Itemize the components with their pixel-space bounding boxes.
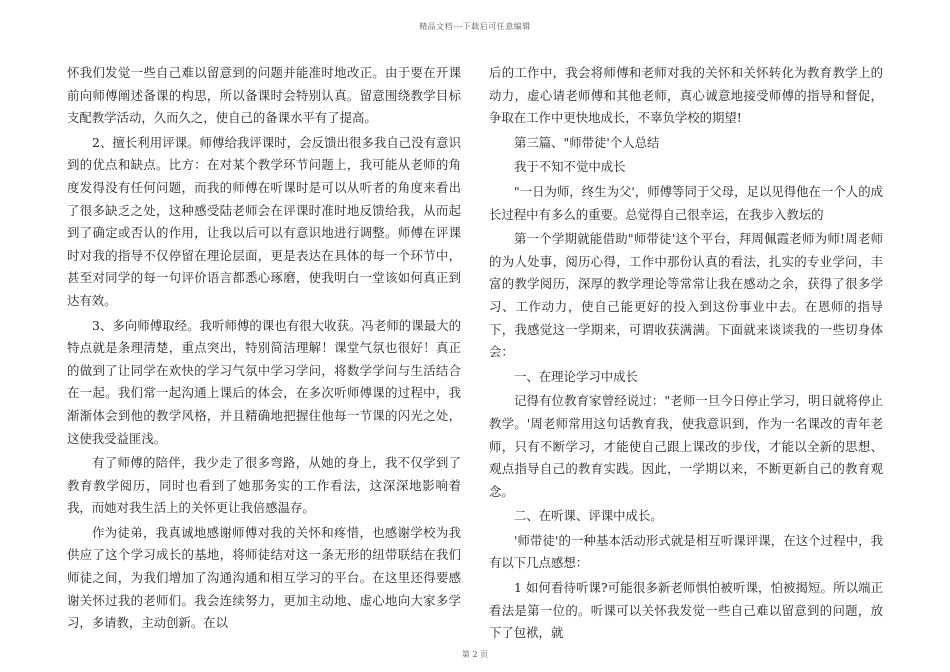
page-header: 精品文档---下载后可任意编辑 [419,22,531,31]
paragraph: 1 如何看待听课?可能很多新老师惧怕被听课，怕被揭短。所以端正看法是第一位的。听课可以关怀我发觉一些自己难以留意到的问题，放下了包袱，就 [489,580,883,641]
left-text-column [67,62,461,635]
paragraph: 3、多向师傅取经。我听师傅的课也有很大收获。冯老师的课最大的特点就是条理清楚，重点突出，特别简洁理解！课堂气氛也很好！真正的做到了让同学在欢快的学习气氛中学习学问，将数学学问与生活结合在一起。我们常一起沟通上课后的体会，在多次听师傅课的过程中，我渐渐体会到他的教学风格，并且精确地把握住他每一节课的闪光之处，这使我受益匪浅。 [67,317,461,446]
paragraph: 第一个学期就能借助"师带徒'这个平台，拜周佩霞老师为师!周老师的为人处事，阅历心得，工作中那份认真的看法，扎实的专业学问，丰富的教学阅历，深厚的教学理论等常常让我在感动之余，获得了很多学习、工作动力，使自己能更好的投入到这份事业中去。在恩师的指导下，我感觉这一学期来，可谓收获满满。下面就来谈谈我的一些切身体会： [489,231,883,360]
paragraph: 作为徒弟，我真诚地感谢师傅对我的关怀和疼惜，也感谢学校为我供应了这个学习成长的基地，将师徒结对这一条无形的纽带联结在我们师徒之间，为我们增加了沟通沟通和相互学习的平台。在这里还得要感谢关怀过我的老师们。我会连续努力，更加主动地、虚心地向大家多学习，多请教，主动创新。在以 [67,524,461,631]
paragraph: 2、擅长利用评课。师傅给我评课时，会反馈出很多我自己没有意识到的优点和缺点。比方：在对某个教学环节问题上，我可能从老师的角度发得没有任何问题，而我的师傅在听课时是可以从听者的角度来看出了很多缺乏之处，这种感受陆老师会在评课时准时地反馈给我，从而起到了确定或否认的作用，让我以后可以有意识地进行调整。师傅在评课时对我的指导不仅停留在理论层面，更是表达在具体的每一个环节中，甚至对同学的每一句评价语言都悉心琢磨，使我明白一堂该如何真正到达有效。 [67,134,461,308]
paragraph: "一日为师，终生为父'，师傅等同于父母，足以见得他在一个人的成长过程中有多么的重要。总觉得自己很幸运，在我步入教坛的 [489,183,883,222]
paragraph: 记得有位教育家曾经说过："老师一旦今日停止学习，明日就将停止教学。'周老师常用这句话教育我，使我意识到，作为一名课改的青年老师，只有不断学习，才能使自己跟上课改的步伐，才能以全新的思想、观点指导自己的教育实践。因此，一学期以来，不断更新自己的教育观念。 [489,393,883,499]
right-text-column [489,62,883,645]
paragraph: '师带徒'的一种基本活动形式就是相互听课评课，在这个过程中，我有以下几点感想： [489,532,883,571]
paragraph: 后的工作中，我会将师傅和老师对我的关怀和关怀转化为教育教学上的动力，虚心请老师傅和其他老师，真心诚意地接受师傅的指导和督促，争取在工作中更快地成长，不辜负学校的期望! [489,65,883,126]
subtitle: 我于不知不觉中成长 [514,159,626,175]
section-heading: 二、在听课、评课中成长。 [514,508,663,524]
paragraph: 有了师傅的陪伴，我少走了很多弯路，从她的身上，我不仅学到了教育教学阅历，同时也看到了她那务实的工作看法，这深深地影响着我，而她对我生活上的关怀更让我倍感温存。 [67,455,461,516]
section-heading: 第三篇、"师带徒'个人总结 [514,134,660,150]
section-heading: 一、在理论学习中成长 [514,368,638,384]
paragraph: 怀我们发觉一些自己难以留意到的问题并能准时地改正。由于要在开课前向师傅阐述备课的构思，所以备课时会特别认真。留意围绕教学目标支配教学活动，久而久之，使自己的备课水平有了提高。 [67,65,461,126]
page-number: 第 2 页 [461,650,489,659]
